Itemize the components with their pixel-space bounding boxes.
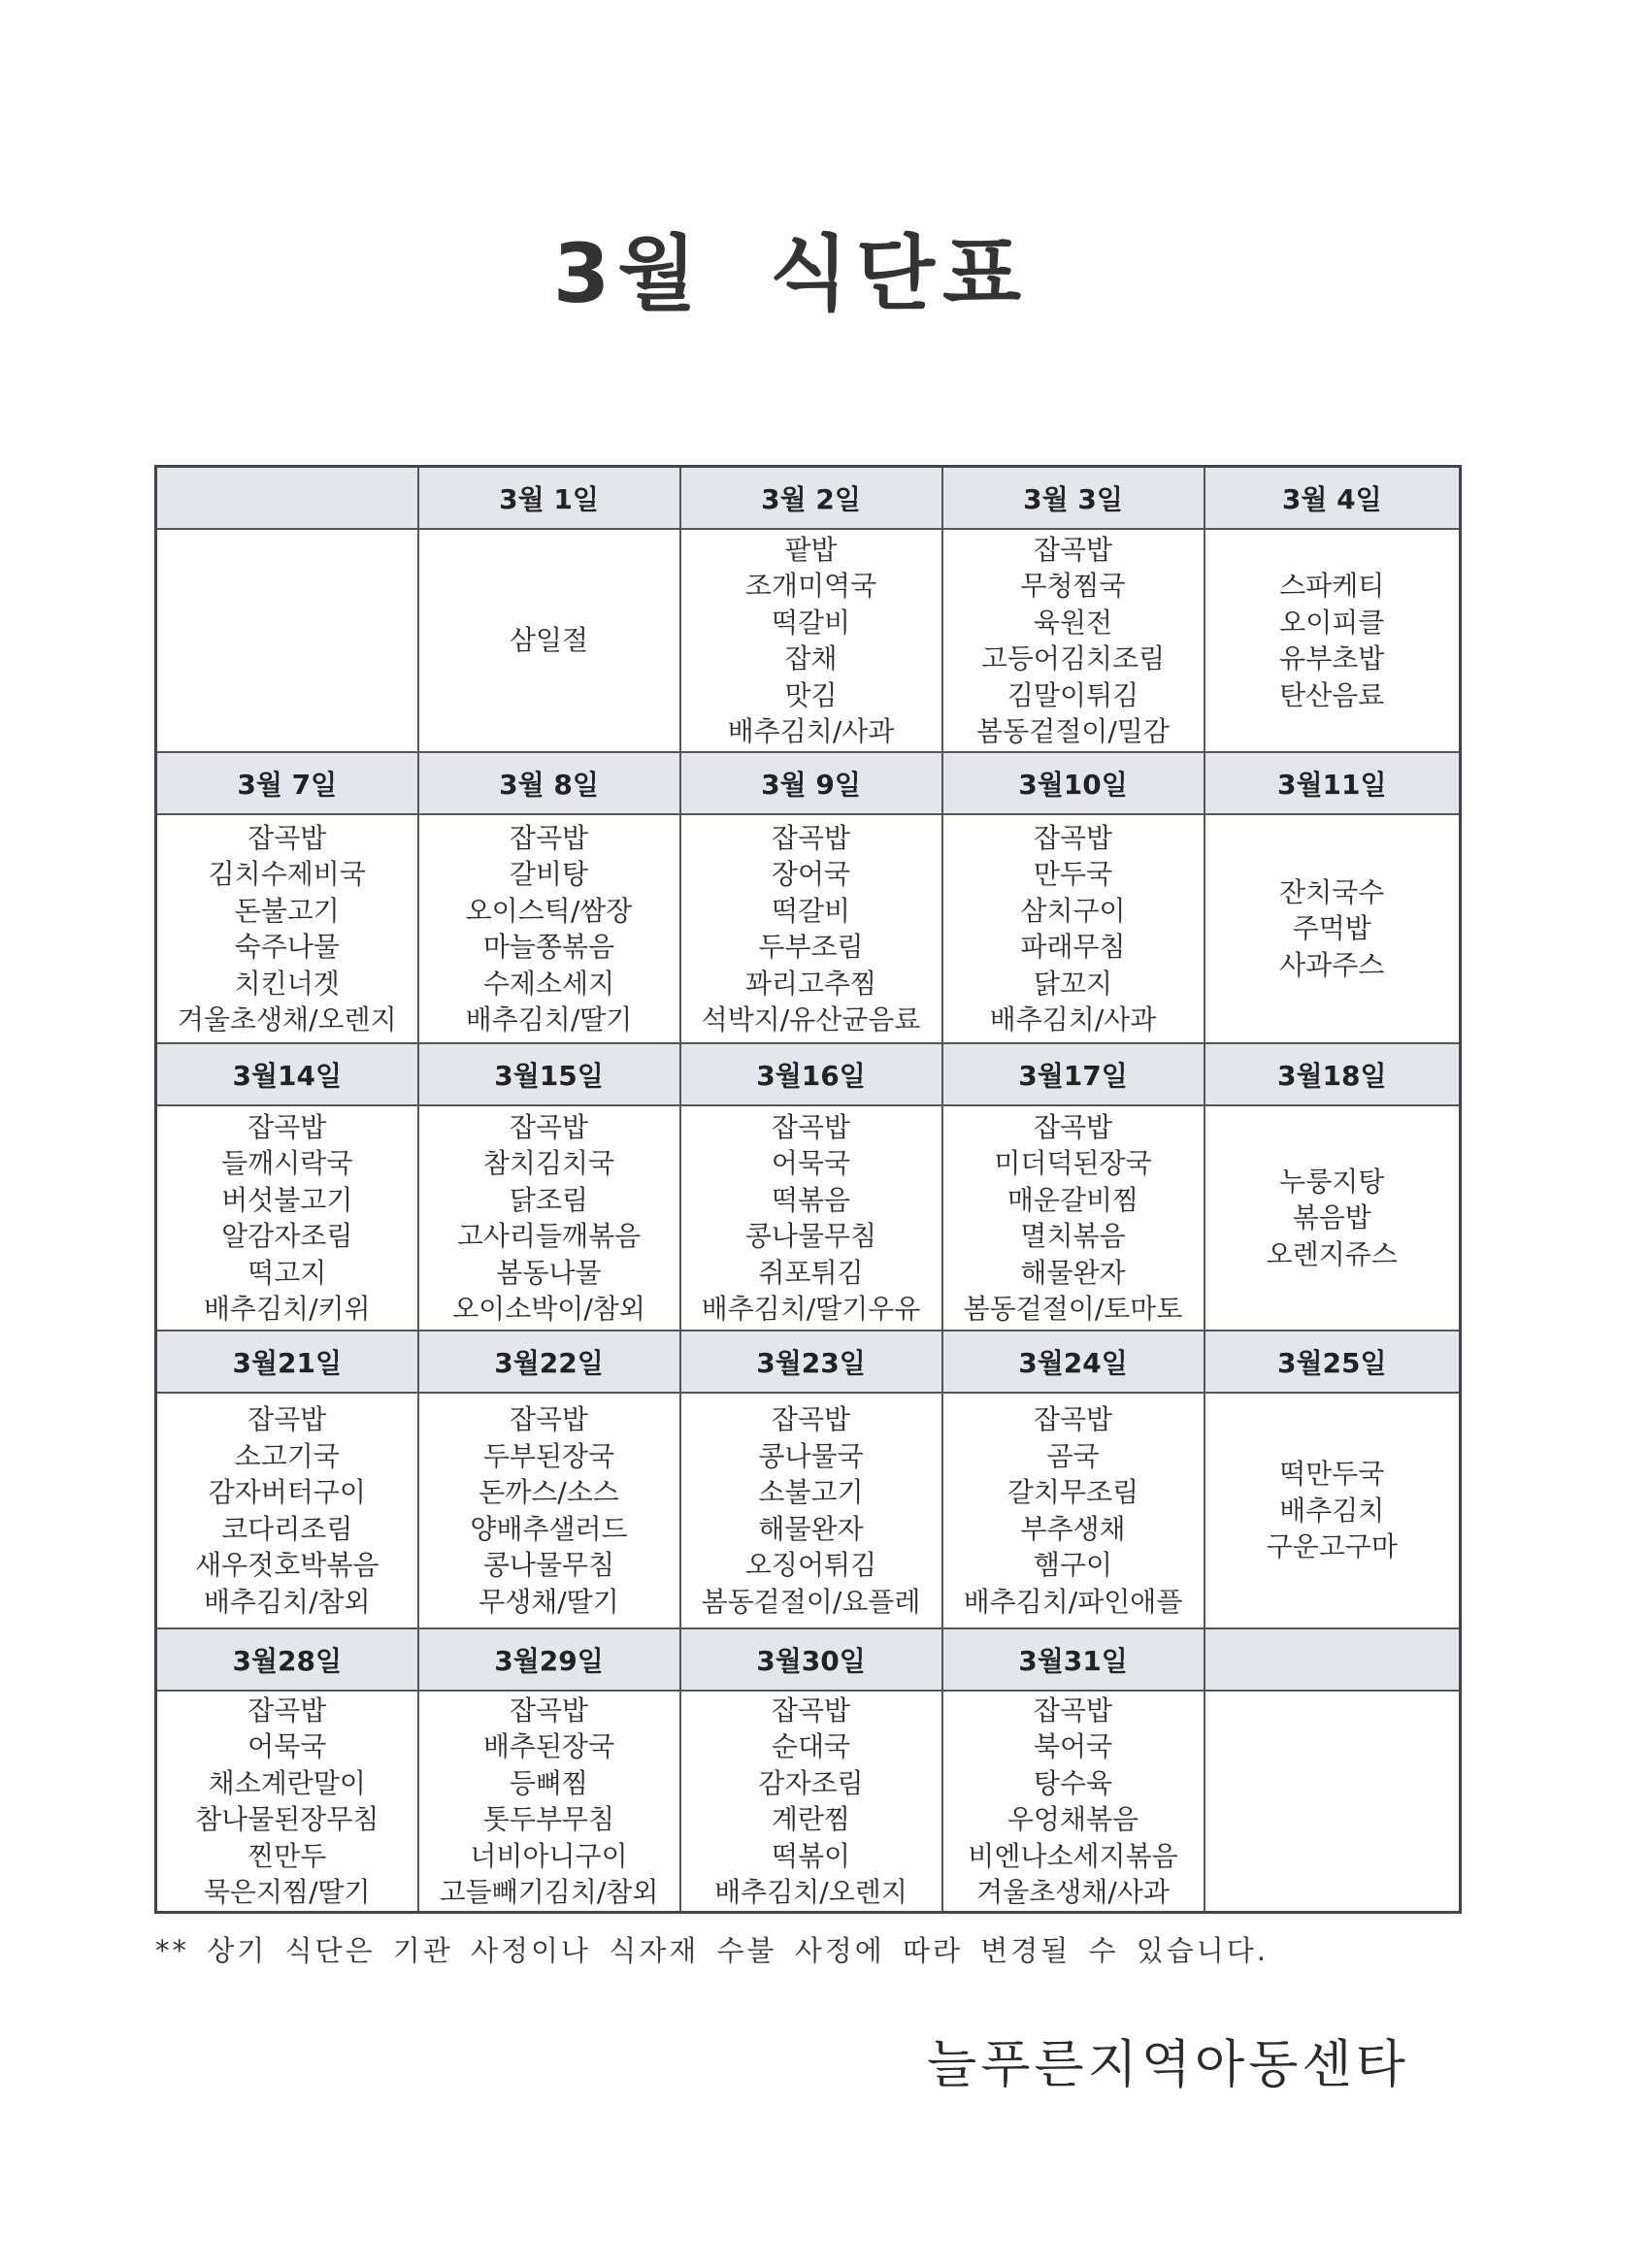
menu-item: 유부초밥 (1279, 642, 1385, 674)
menu-item: 배추김치 (1279, 1494, 1385, 1527)
menu-item: 잡곡밥 (771, 821, 851, 854)
menu-item: 순대국 (771, 1730, 851, 1762)
menu-item: 닭꼬지 (1033, 967, 1113, 1000)
menu-item: 비엔나소세지볶음 (968, 1839, 1178, 1872)
date-header-cell: 3월24일 (942, 1331, 1204, 1393)
date-header-cell: 3월 3일 (942, 467, 1204, 530)
menu-item: 돈까스/소스 (478, 1476, 619, 1508)
menu-item: 해물완자 (1020, 1256, 1126, 1289)
menu-item: 볶음밥 (1292, 1201, 1371, 1234)
date-header-cell (1204, 1628, 1461, 1691)
menu-item: 육원전 (1033, 606, 1113, 639)
meal-cell (942, 1393, 1204, 1628)
menu-item: 떡볶이 (771, 1839, 851, 1872)
menu-item: 부추생채 (1020, 1512, 1126, 1545)
meal-cell (1204, 1105, 1461, 1331)
menu-item: 탄산음료 (1279, 678, 1385, 711)
menu-item: 잔치국수 (1279, 875, 1385, 908)
menu-item: 배추김치/오렌지 (714, 1876, 908, 1908)
meal-cell (942, 1691, 1204, 1913)
date-header-cell: 3월23일 (680, 1331, 942, 1393)
menu-item: 해물완자 (758, 1512, 864, 1545)
menu-item: 등뼈찜 (509, 1766, 589, 1799)
menu-item: 잡곡밥 (1033, 1110, 1113, 1143)
menu-item: 두부된장국 (482, 1439, 615, 1472)
menu-item: 잡곡밥 (509, 821, 589, 854)
menu-item: 팥밥 (784, 533, 838, 566)
menu-item: 잡곡밥 (509, 1110, 589, 1143)
center-name: 늘푸른지역아동센타 (927, 2035, 1409, 2094)
menu-item: 소고기국 (234, 1439, 340, 1472)
page-title: 3월 식단표 (552, 226, 1030, 321)
menu-item: 돈불고기 (234, 894, 340, 927)
date-header-cell: 3월31일 (942, 1628, 1204, 1691)
menu-item: 잡곡밥 (1033, 533, 1113, 566)
menu-item: 쥐포튀김 (758, 1256, 864, 1289)
menu-item: 오이소박이/참외 (452, 1293, 645, 1325)
date-header-cell: 3월14일 (156, 1043, 418, 1105)
menu-item: 떡볶음 (771, 1183, 851, 1216)
meal-row (156, 1105, 1461, 1331)
date-header-cell: 3월 9일 (680, 752, 942, 814)
menu-item: 참나물된장무침 (195, 1803, 380, 1835)
menu-item: 장어국 (771, 858, 851, 890)
menu-item: 배추김치/키위 (203, 1293, 371, 1325)
menu-item: 떡갈비 (771, 894, 851, 927)
meal-cell (1204, 1393, 1461, 1628)
meal-cell (418, 814, 680, 1043)
menu-item: 고사리들깨볶음 (456, 1220, 642, 1252)
menu-item: 배추김치/파인애플 (963, 1585, 1183, 1618)
meal-cell (942, 814, 1204, 1043)
menu-item: 배추김치/사과 (727, 715, 895, 747)
menu-item: 겨울초생채/오렌지 (177, 1003, 397, 1035)
meal-cell (418, 1105, 680, 1331)
menu-item: 오징어튀김 (744, 1549, 877, 1581)
menu-item: 콩나물무침 (744, 1220, 877, 1252)
date-row (156, 1043, 1461, 1105)
menu-item: 묵은지찜/딸기 (203, 1876, 371, 1908)
menu-item: 떡갈비 (771, 606, 851, 639)
menu-item: 맛김 (784, 678, 838, 711)
date-header-cell: 3월28일 (156, 1628, 418, 1691)
menu-item: 오이스틱/쌈장 (465, 894, 633, 927)
menu-item: 갈치무조림 (1006, 1476, 1139, 1508)
menu-item: 버섯불고기 (221, 1183, 353, 1216)
date-header-cell: 3월29일 (418, 1628, 680, 1691)
menu-item: 잡곡밥 (1033, 1403, 1113, 1435)
date-header-cell: 3월 2일 (680, 467, 942, 530)
menu-item: 고등어김치조림 (980, 642, 1166, 674)
menu-item: 감자조림 (758, 1766, 864, 1799)
date-header-cell (156, 467, 418, 530)
menu-item: 무청찜국 (1020, 570, 1126, 602)
meal-cell (418, 1393, 680, 1628)
date-header-cell: 3월25일 (1204, 1331, 1461, 1393)
date-header-cell: 3월 4일 (1204, 467, 1461, 530)
menu-item: 갈비탕 (509, 858, 589, 890)
meal-cell (680, 1393, 942, 1628)
meal-cell (156, 1691, 418, 1913)
menu-item: 삼치구이 (1020, 894, 1126, 927)
meal-cell (1204, 1691, 1461, 1913)
menu-item: 주먹밥 (1292, 912, 1371, 945)
meal-cell (156, 529, 418, 752)
menu-item: 잡채 (784, 642, 838, 674)
menu-item: 매운갈비찜 (1006, 1183, 1139, 1216)
meal-cell (156, 1105, 418, 1331)
menu-item: 계란찜 (771, 1803, 851, 1835)
date-header-cell: 3월10일 (942, 752, 1204, 814)
date-header-cell: 3월 8일 (418, 752, 680, 814)
menu-item: 무생채/딸기 (478, 1585, 619, 1618)
meal-row (156, 1691, 1461, 1913)
meal-row (156, 814, 1461, 1043)
footnote: ** 상기 식단은 기관 사정이나 식자재 수불 사정에 따라 변경될 수 있습니다. (155, 1934, 1270, 1967)
menu-item: 콩나물국 (758, 1439, 864, 1472)
menu-item: 오렌지쥬스 (1266, 1237, 1398, 1270)
menu-item: 닭조림 (509, 1183, 589, 1216)
meal-cell (680, 814, 942, 1043)
menu-item: 톳두부무침 (482, 1803, 615, 1835)
date-row (156, 467, 1461, 530)
menu-item: 우엉채볶음 (1006, 1803, 1139, 1835)
menu-item: 잡곡밥 (248, 1110, 327, 1143)
date-row (156, 1331, 1461, 1393)
meal-row (156, 1393, 1461, 1628)
date-row (156, 752, 1461, 814)
date-header-cell: 3월30일 (680, 1628, 942, 1691)
menu-item: 북어국 (1033, 1730, 1113, 1762)
meal-cell (942, 1105, 1204, 1331)
menu-item: 소불고기 (758, 1476, 864, 1508)
meal-cell (680, 529, 942, 752)
menu-item: 새우젓호박볶음 (195, 1549, 380, 1581)
menu-item: 어묵국 (771, 1147, 851, 1179)
menu-item: 햄구이 (1033, 1549, 1113, 1581)
menu-item: 잡곡밥 (248, 1403, 327, 1435)
menu-item: 김말이튀김 (1006, 678, 1139, 711)
menu-item: 잡곡밥 (771, 1110, 851, 1143)
menu-item: 잡곡밥 (1033, 1693, 1113, 1726)
menu-table (154, 465, 1462, 1914)
menu-item: 석박지/유산균음료 (701, 1003, 921, 1035)
date-header-cell: 3월15일 (418, 1043, 680, 1105)
menu-item: 삼일절 (509, 624, 589, 657)
menu-item: 누룽지탕 (1279, 1165, 1385, 1198)
meal-cell (680, 1105, 942, 1331)
meal-cell (942, 529, 1204, 752)
menu-item: 잡곡밥 (248, 821, 327, 854)
menu-item: 코다리조림 (221, 1512, 353, 1545)
menu-item: 꽈리고추찜 (744, 967, 877, 1000)
menu-item: 너비아니구이 (470, 1839, 628, 1872)
menu-item: 수제소세지 (482, 967, 615, 1000)
date-header-cell: 3월21일 (156, 1331, 418, 1393)
meal-row (156, 529, 1461, 752)
menu-item: 멸치볶음 (1020, 1220, 1126, 1252)
date-header-cell: 3월11일 (1204, 752, 1461, 814)
menu-item: 콩나물무침 (482, 1549, 615, 1581)
meal-cell (156, 814, 418, 1043)
menu-item: 잡곡밥 (1033, 821, 1113, 854)
menu-item: 마늘쫑볶음 (482, 931, 615, 963)
menu-item: 찐만두 (248, 1839, 327, 1872)
menu-item: 사과주스 (1279, 948, 1385, 981)
menu-item: 숙주나물 (234, 931, 340, 963)
menu-item: 오이피클 (1279, 606, 1385, 639)
date-header-cell: 3월17일 (942, 1043, 1204, 1105)
menu-item: 떡고지 (248, 1256, 327, 1289)
date-header-cell: 3월18일 (1204, 1043, 1461, 1105)
menu-item: 잡곡밥 (509, 1693, 589, 1726)
meal-cell (680, 1691, 942, 1913)
menu-item: 파래무침 (1020, 931, 1126, 963)
menu-item: 양배추샐러드 (470, 1512, 628, 1545)
menu-item: 감자버터구이 (208, 1476, 366, 1508)
menu-item: 스파케티 (1279, 570, 1385, 602)
menu-item: 배추김치/참외 (203, 1585, 371, 1618)
menu-item: 두부조림 (758, 931, 864, 963)
menu-item: 구운고구마 (1266, 1530, 1398, 1563)
date-header-cell: 3월 1일 (418, 467, 680, 530)
meal-cell (156, 1393, 418, 1628)
meal-cell (418, 529, 680, 752)
menu-item: 조개미역국 (744, 570, 877, 602)
menu-item: 알감자조림 (221, 1220, 353, 1252)
menu-item: 배추김치/딸기우유 (701, 1293, 921, 1325)
menu-item: 배추된장국 (482, 1730, 615, 1762)
menu-item: 봄동겉절이/토마토 (963, 1293, 1183, 1325)
menu-item: 봄동나물 (496, 1256, 602, 1289)
menu-item: 잡곡밥 (509, 1403, 589, 1435)
menu-item: 어묵국 (248, 1730, 327, 1762)
menu-item: 봄동겉절이/요플레 (701, 1585, 921, 1618)
menu-item: 잡곡밥 (771, 1693, 851, 1726)
meal-cell (418, 1691, 680, 1913)
menu-item: 곰국 (1046, 1439, 1100, 1472)
menu-item: 배추김치/사과 (989, 1003, 1157, 1035)
menu-item: 들깨시락국 (221, 1147, 353, 1179)
menu-item: 봄동겉절이/밀감 (976, 715, 1170, 747)
date-header-cell: 3월16일 (680, 1043, 942, 1105)
date-header-cell: 3월 7일 (156, 752, 418, 814)
menu-item: 잡곡밥 (248, 1693, 327, 1726)
menu-item: 만두국 (1033, 858, 1113, 890)
menu-item: 잡곡밥 (771, 1403, 851, 1435)
menu-item: 배추김치/딸기 (465, 1003, 633, 1035)
menu-item: 미더덕된장국 (994, 1147, 1152, 1179)
date-header-cell: 3월22일 (418, 1331, 680, 1393)
menu-item: 채소계란말이 (208, 1766, 366, 1799)
meal-cell (1204, 529, 1461, 752)
menu-item: 고들빼기김치/참외 (439, 1876, 659, 1908)
date-row (156, 1628, 1461, 1691)
menu-item: 떡만두국 (1279, 1458, 1385, 1491)
menu-item: 치킨너겟 (234, 967, 340, 1000)
menu-item: 탕수육 (1033, 1766, 1113, 1799)
meal-cell (1204, 814, 1461, 1043)
menu-item: 김치수제비국 (208, 858, 366, 890)
menu-item: 겨울초생채/사과 (976, 1876, 1170, 1908)
menu-item: 참치김치국 (482, 1147, 615, 1179)
